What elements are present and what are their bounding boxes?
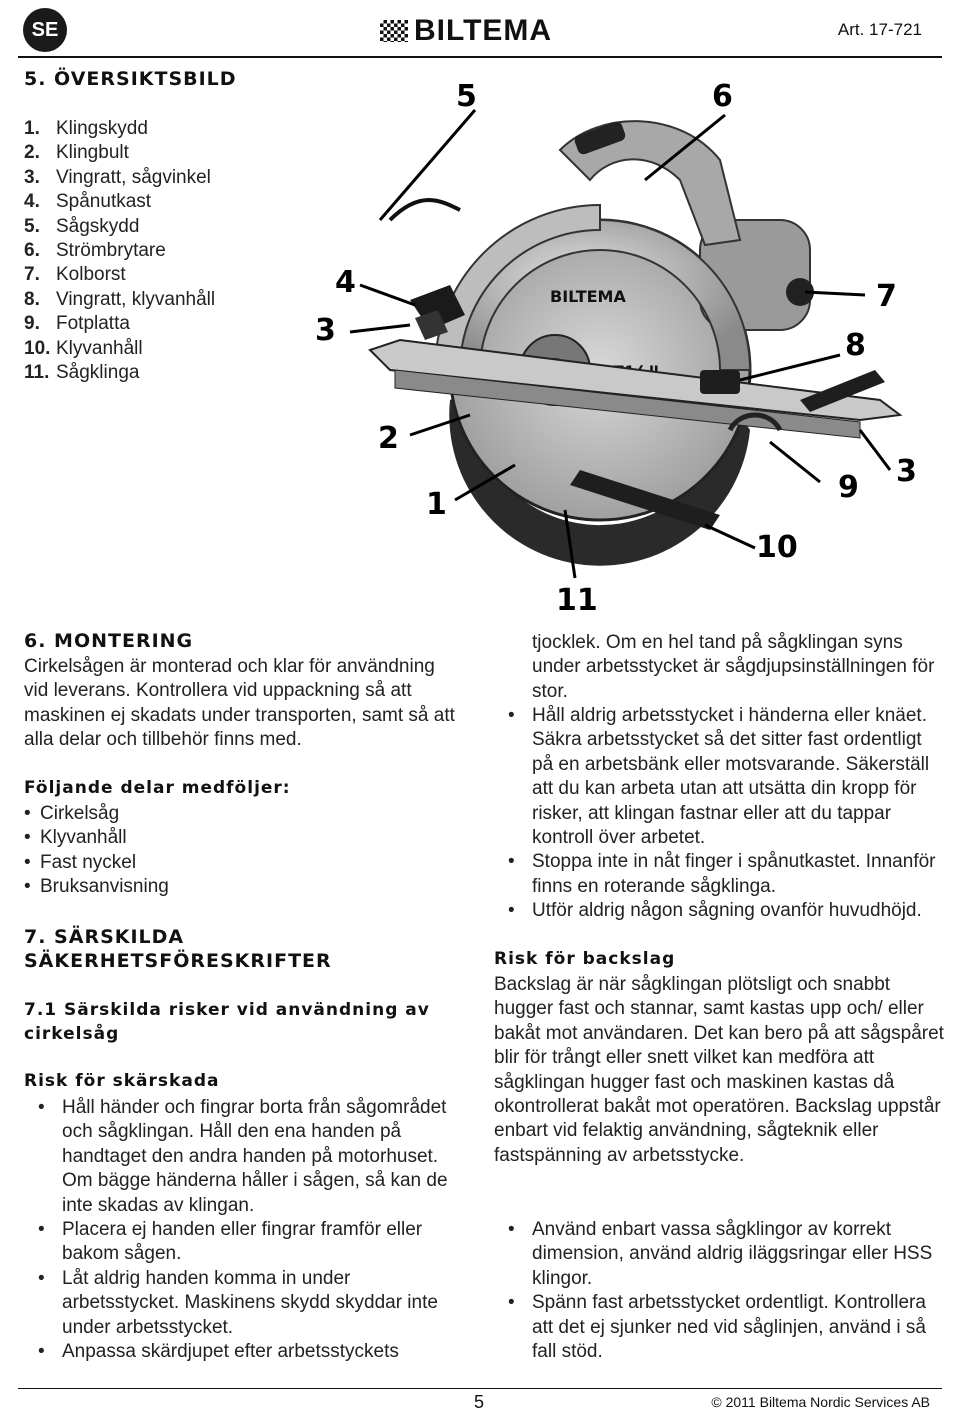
parts-list-item: 1. Klingskydd xyxy=(24,118,148,139)
list-item: • Klyvanhåll xyxy=(24,826,444,850)
callout-10: 10 xyxy=(756,530,798,565)
kickback-text: Backslag är när sågklingan plötsligt och snabbt hugger fast och stannar, samt kastas upp och/ eller bakåt mot användaren. Det kan bero på att sågspåret blir för trångt eller snett vilket kan medföra att sågklingan hugger fast och maskinen kastas då okontrollerat bakåt mot operatören. Backslag uppstår enbart vid felaktig användning, sågteknik eller fastspänning av arbetsstycke. xyxy=(494,974,944,1166)
section-6-title: 6. MONTERING xyxy=(24,630,194,652)
parts-list-item: 10. Klyvanhåll xyxy=(24,337,143,359)
list-item: • Placera ej handen eller fingrar framför eller bakom sågen. xyxy=(24,1218,464,1267)
parts-list-item: 8. Vingratt, klyvanhåll xyxy=(24,288,216,310)
parts-list-item: 11. Sågklinga xyxy=(24,362,140,384)
cut-risk-list xyxy=(24,1096,464,1364)
copyright: © 2011 Biltema Nordic Services AB xyxy=(711,1394,930,1410)
callout-5: 5 xyxy=(456,79,477,114)
parts-list-item: 6. Strömbrytare xyxy=(24,240,166,262)
callout-7: 7 xyxy=(876,279,897,314)
callout-3-right: 3 xyxy=(896,454,917,489)
power-cord xyxy=(390,200,460,220)
rip-guide-wingnut xyxy=(700,370,740,394)
list-item: • Anpassa skärdjupet efter arbetsstyckets xyxy=(24,1340,464,1364)
article-number: Art. 17-721 xyxy=(837,20,922,39)
callout-6: 6 xyxy=(712,79,733,114)
kickback-list xyxy=(494,1218,942,1364)
page-number: 5 xyxy=(474,1392,485,1412)
callout-9: 9 xyxy=(838,470,859,505)
list-item: • Håll aldrig arbetsstycket i händerna eller knäet. Säkra arbetsstycket så det sitter fast ordentligt på en arbetsbänk eller motsvarande. Säkerställ att du kan arbeta utan att utsätta din kropp för risker, att klingan fastnar eller att du tappar kontroll över arbetet. xyxy=(494,704,942,850)
list-item: • Spänn fast arbetsstycket ordentligt. Kontrollera att det ej sjunker ned vid såglinjen, använd i så fall stöd. xyxy=(494,1291,942,1364)
language-badge: SE xyxy=(23,8,67,52)
included-parts-list xyxy=(24,802,444,900)
list-item: • Stoppa inte in nåt finger i spånutkastet. Innanför finns en roterande sågklinga. xyxy=(494,850,942,899)
list-item: • Använd enbart vassa sågklingor av korrekt dimension, använd aldrig iläggsringar eller HSS klingor. xyxy=(494,1218,942,1291)
list-item: • Cirkelsåg xyxy=(24,802,444,826)
footer-divider xyxy=(18,1388,942,1389)
section-6-intro: Cirkelsågen är monterad och klar för användning vid leverans. Kontrollera vid uppackning så att maskinen ej skadats under transporten, samt så att alla delar och tillbehör finns med. xyxy=(24,656,455,751)
checker-icon xyxy=(380,20,408,42)
list-item: • Bruksanvisning xyxy=(24,875,444,899)
parts-list-item: 2. Klingbult xyxy=(24,142,129,164)
kickback-title: Risk för backslag xyxy=(494,949,676,969)
brand-logo xyxy=(380,14,552,48)
parts-list-item: 3. Vingratt, sågvinkel xyxy=(24,166,211,188)
section-5-title: 5. ÖVERSIKTSBILD xyxy=(24,68,237,90)
callout-1: 1 xyxy=(426,487,447,522)
callout-3-left: 3 xyxy=(315,313,336,348)
list-item: • Låt aldrig handen komma in under arbetsstycket. Maskinens skydd skyddar inte under arbetsstycket. xyxy=(24,1267,464,1340)
included-parts-title: Följande delar medföljer: xyxy=(24,778,291,798)
callout-2: 2 xyxy=(378,421,399,456)
parts-list-item: 5. Sågskydd xyxy=(24,215,140,237)
callout-8: 8 xyxy=(845,328,866,363)
parts-list-item: 4. Spånutkast xyxy=(24,191,152,213)
header-divider xyxy=(18,56,942,58)
section-7-1-title: 7.1 Särskilda risker vid användning av cirkelsåg xyxy=(24,1000,430,1045)
list-item: • Fast nyckel xyxy=(24,851,444,875)
circular-saw-illustration xyxy=(300,70,940,630)
list-item: • Utför aldrig någon sågning ovanför huvudhöjd. xyxy=(494,899,942,923)
parts-list-item: 9. Fotplatta xyxy=(24,313,130,335)
section-7-title: 7. SÄRSKILDA SÄKERHETSFÖRESKRIFTER xyxy=(24,926,332,972)
parts-list xyxy=(24,117,324,385)
safety-list xyxy=(494,704,942,924)
callout-4: 4 xyxy=(335,265,356,300)
parts-list-item: 7. Kolborst xyxy=(24,264,126,286)
brand-name: BILTEMA xyxy=(414,14,553,47)
continuation-text: tjocklek. Om en hel tand på sågklingan syns under arbetsstycket är sågdjupsinställningen för stor. xyxy=(532,632,935,702)
list-item: • Håll händer och fingrar borta från sågområdet och sågklingan. Håll den ena handen på handtaget den andra handen på motorhuset. Om bägge händerna håller i sågen, så kan de inte skadas av klingan. xyxy=(24,1096,464,1218)
callout-11: 11 xyxy=(556,583,598,618)
blade-brand-label: BILTEMA xyxy=(550,287,626,306)
cut-risk-title: Risk för skärskada xyxy=(24,1071,220,1091)
